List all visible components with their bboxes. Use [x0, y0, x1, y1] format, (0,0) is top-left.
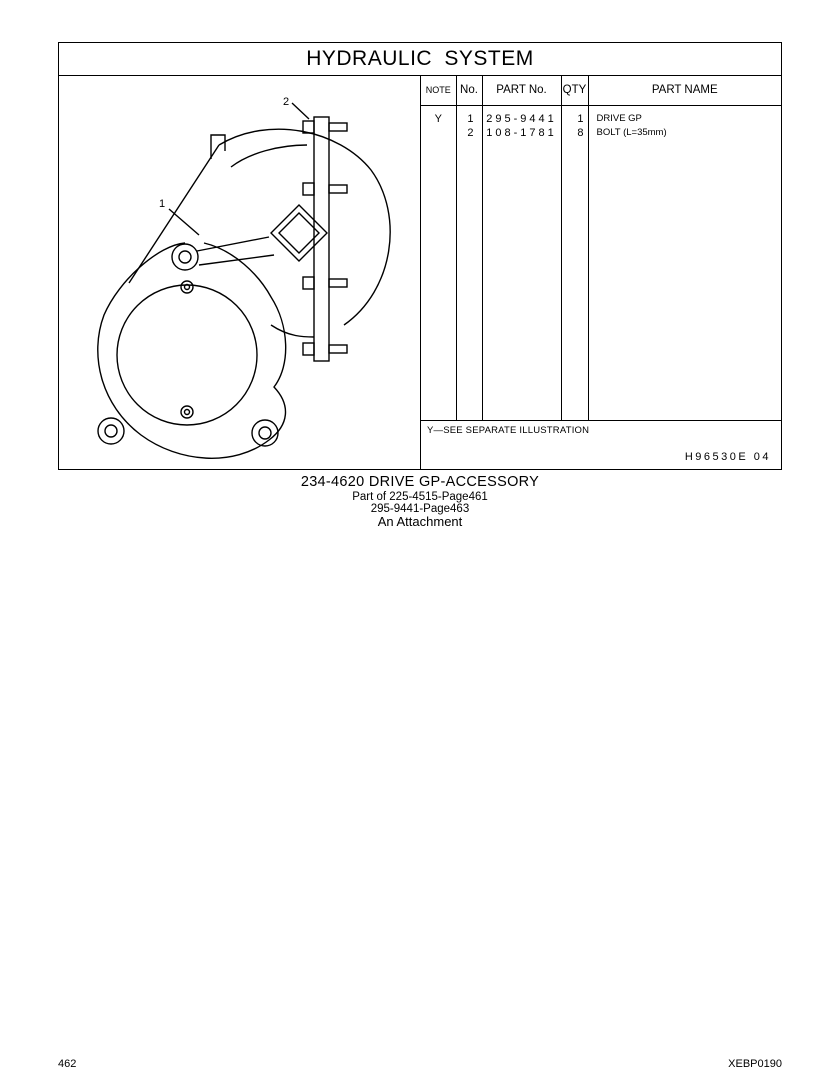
column-header-note: NOTE	[421, 75, 456, 106]
row-1-part-no: 295-9441	[486, 113, 557, 125]
page-number: 462	[58, 1058, 77, 1070]
parts-illustration	[59, 75, 421, 469]
section-title: HYDRAULIC SYSTEM	[59, 43, 781, 76]
parts-list	[421, 75, 781, 421]
column-header-no: No.	[456, 75, 482, 106]
assembly-caption	[0, 474, 840, 529]
column-header-part-name: PART NAME	[588, 75, 781, 106]
column-header-qty: QTY	[561, 75, 588, 106]
footnote-area	[421, 421, 781, 469]
parts-table	[421, 75, 781, 420]
row-2-no: 2	[467, 127, 474, 139]
callout-2: 2	[283, 96, 290, 108]
illustration-code: H96530E 04	[684, 451, 771, 463]
row-2-part-no: 108-1781	[486, 127, 557, 139]
parts-page-frame	[58, 42, 782, 470]
row-2-qty: 8	[577, 127, 584, 139]
caption-main: 234-4620 DRIVE GP-ACCESSORY	[300, 474, 540, 490]
table-row	[421, 106, 781, 421]
caption-reference: 295-9441-Page463	[370, 503, 470, 515]
caption-part-of: Part of 225-4515-Page461	[352, 491, 488, 503]
row-1-note: Y	[434, 113, 442, 125]
row-1-no: 1	[467, 113, 474, 125]
caption-attachment: An Attachment	[377, 514, 463, 529]
callout-1: 1	[159, 198, 166, 210]
row-1-part-name: DRIVE GP	[596, 113, 642, 124]
footnote-text: Y—SEE SEPARATE ILLUSTRATION	[427, 425, 590, 436]
row-2-part-name: BOLT (L=35mm)	[596, 127, 667, 138]
row-2-note	[421, 126, 456, 140]
document-code: XEBP0190	[728, 1058, 782, 1070]
column-header-part-no: PART No.	[482, 75, 561, 106]
row-1-qty: 1	[577, 113, 584, 125]
drive-group-drawing	[59, 75, 421, 469]
